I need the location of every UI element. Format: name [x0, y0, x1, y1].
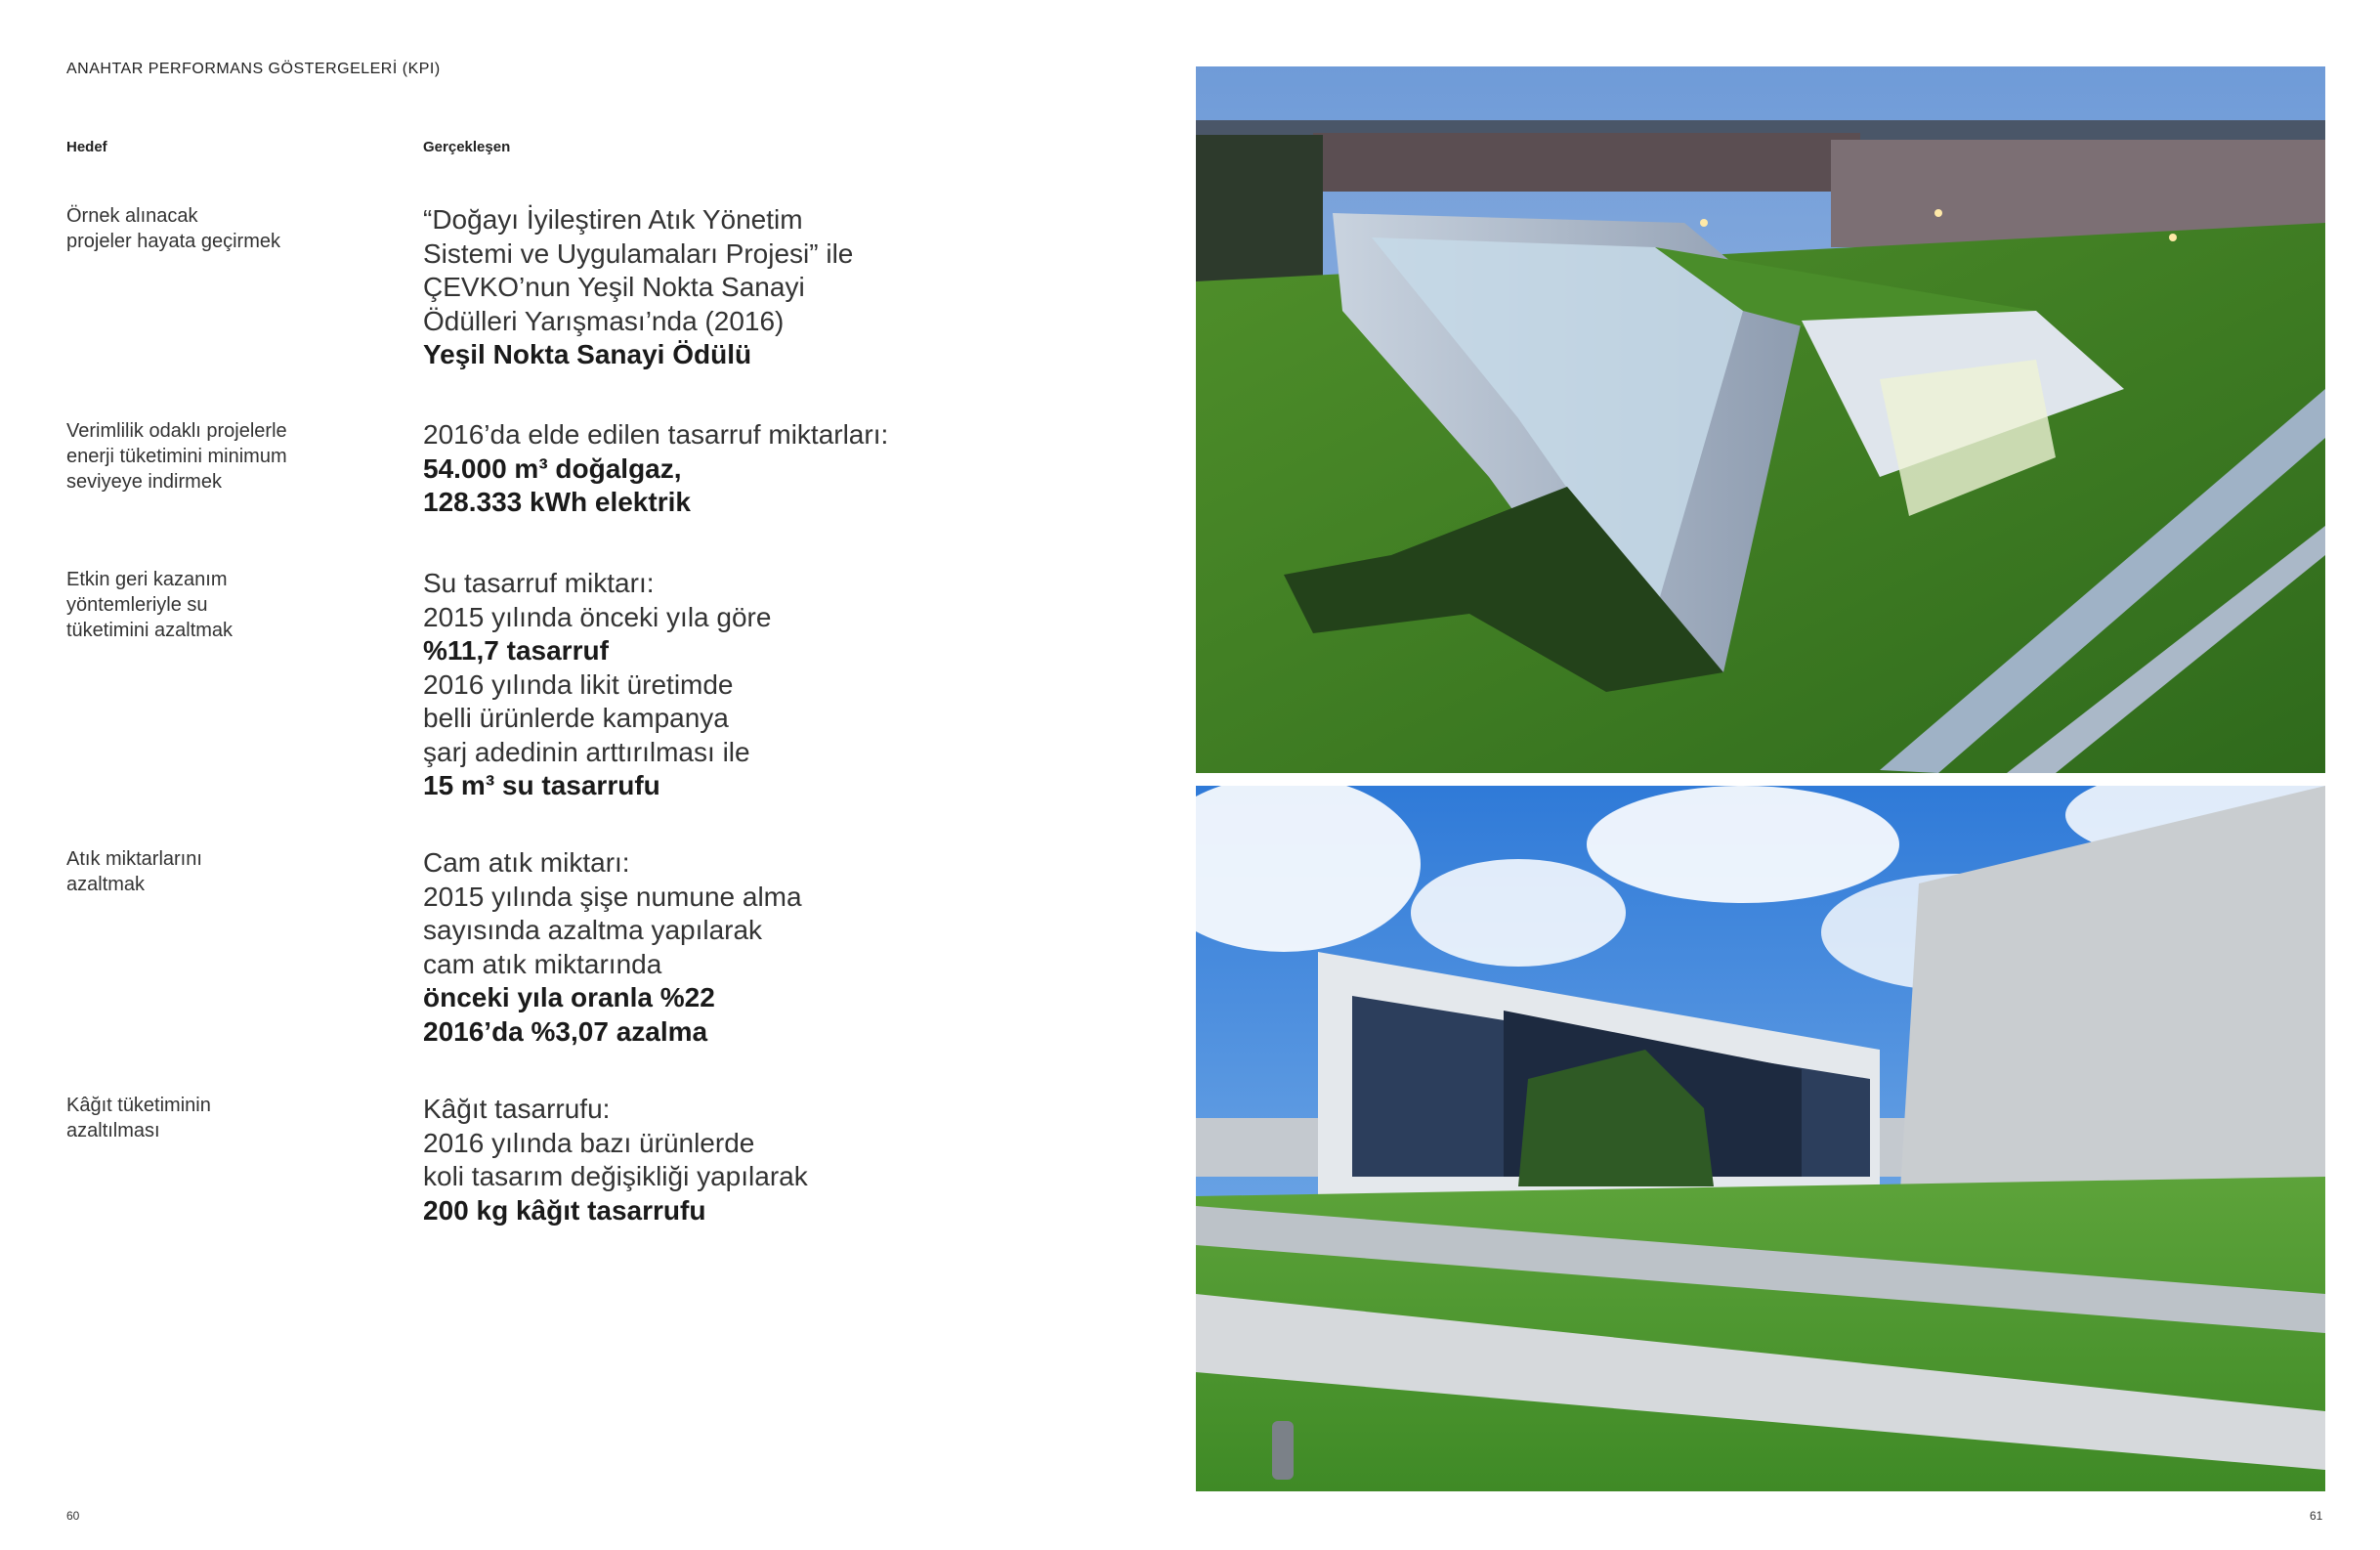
kpi-goal-line: enerji tüketimini minimum — [66, 446, 287, 467]
kpi-result-highlight: önceki yıla oranla %22 — [423, 982, 715, 1012]
kpi-result — [423, 1093, 1048, 1227]
photo-building-daylight — [1196, 786, 2325, 1491]
kpi-goal-line: Örnek alınacak — [66, 205, 198, 227]
kpi-result — [423, 203, 1048, 372]
kpi-result-highlight: 200 kg kâğıt tasarrufu — [423, 1194, 706, 1226]
kpi-goal — [66, 1093, 360, 1143]
kpi-result-line: 2015 yılında şişe numune alma — [423, 881, 802, 912]
kpi-result-line: 2016 yılında bazı ürünlerde — [423, 1127, 755, 1158]
kpi-goal-line: projeler hayata geçirmek — [66, 231, 280, 252]
kpi-result-line: 2016’da elde edilen tasarruf miktarları: — [423, 419, 889, 450]
column-header-result: Gerçekleşen — [423, 139, 511, 155]
kpi-result-line: Sistemi ve Uygulamaları Projesi” ile — [423, 237, 854, 269]
kpi-goal — [66, 567, 360, 643]
kpi-result-highlight: 54.000 m³ doğalgaz, — [423, 452, 682, 484]
kpi-result — [423, 567, 1048, 803]
kpi-result-highlight: 15 m³ su tasarrufu — [423, 770, 660, 800]
kpi-result-line: sayısında azaltma yapılarak — [423, 915, 763, 945]
kpi-result-highlight: 2016’da %3,07 azalma — [423, 1015, 708, 1047]
kpi-goal-line: seviyeye indirmek — [66, 471, 222, 493]
kpi-result-line: Cam atık miktarı: — [423, 847, 630, 878]
kpi-result-line: “Doğayı İyileştiren Atık Yönetim — [423, 204, 803, 235]
kpi-result-line: koli tasarım değişikliği yapılarak — [423, 1161, 808, 1191]
kpi-result-line: 2015 yılında önceki yıla göre — [423, 601, 772, 632]
kpi-goal-line: Kâğıt tüketiminin — [66, 1095, 211, 1116]
kpi-result-line: cam atık miktarında — [423, 948, 662, 979]
kpi-result-line: Kâğıt tasarrufu: — [423, 1094, 611, 1124]
kpi-result-line: Ödülleri Yarışması’nda (2016) — [423, 305, 785, 336]
kpi-result-highlight: %11,7 tasarruf — [423, 635, 609, 666]
page-number-right: 61 — [2310, 1509, 2323, 1523]
kpi-goal-line: yöntemleriyle su — [66, 594, 208, 616]
kpi-result-line: ÇEVKO’nun Yeşil Nokta Sanayi — [423, 272, 805, 302]
kpi-result — [423, 846, 1048, 1049]
kpi-result-highlight: 128.333 kWh elektrik — [423, 487, 691, 517]
kpi-goal — [66, 418, 360, 495]
kpi-goal-line: azaltmak — [66, 874, 146, 895]
photo-building-dusk — [1196, 66, 2325, 773]
kpi-result — [423, 418, 1048, 520]
kpi-result-highlight: Yeşil Nokta Sanayi Ödülü — [423, 339, 752, 369]
kpi-goal-line: Atık miktarlarını — [66, 848, 202, 870]
kpi-goal — [66, 846, 360, 897]
kpi-result-line: şarj adedinin arttırılması ile — [423, 736, 750, 767]
page-number-left: 60 — [66, 1509, 80, 1523]
kpi-goal-line: azaltılması — [66, 1120, 160, 1141]
kpi-result-line: 2016 yılında likit üretimde — [423, 668, 734, 700]
kpi-goal — [66, 203, 360, 254]
column-header-goal: Hedef — [66, 139, 107, 155]
kpi-goal-line: tüketimini azaltmak — [66, 620, 234, 641]
kpi-goal-line: Verimlilik odaklı projelerle — [66, 420, 287, 442]
kpi-result-line: belli ürünlerde kampanya — [423, 703, 729, 733]
kpi-result-line: Su tasarruf miktarı: — [423, 568, 655, 598]
section-title: ANAHTAR PERFORMANS GÖSTERGELERİ (KPI) — [66, 61, 441, 77]
kpi-goal-line: Etkin geri kazanım — [66, 569, 228, 590]
